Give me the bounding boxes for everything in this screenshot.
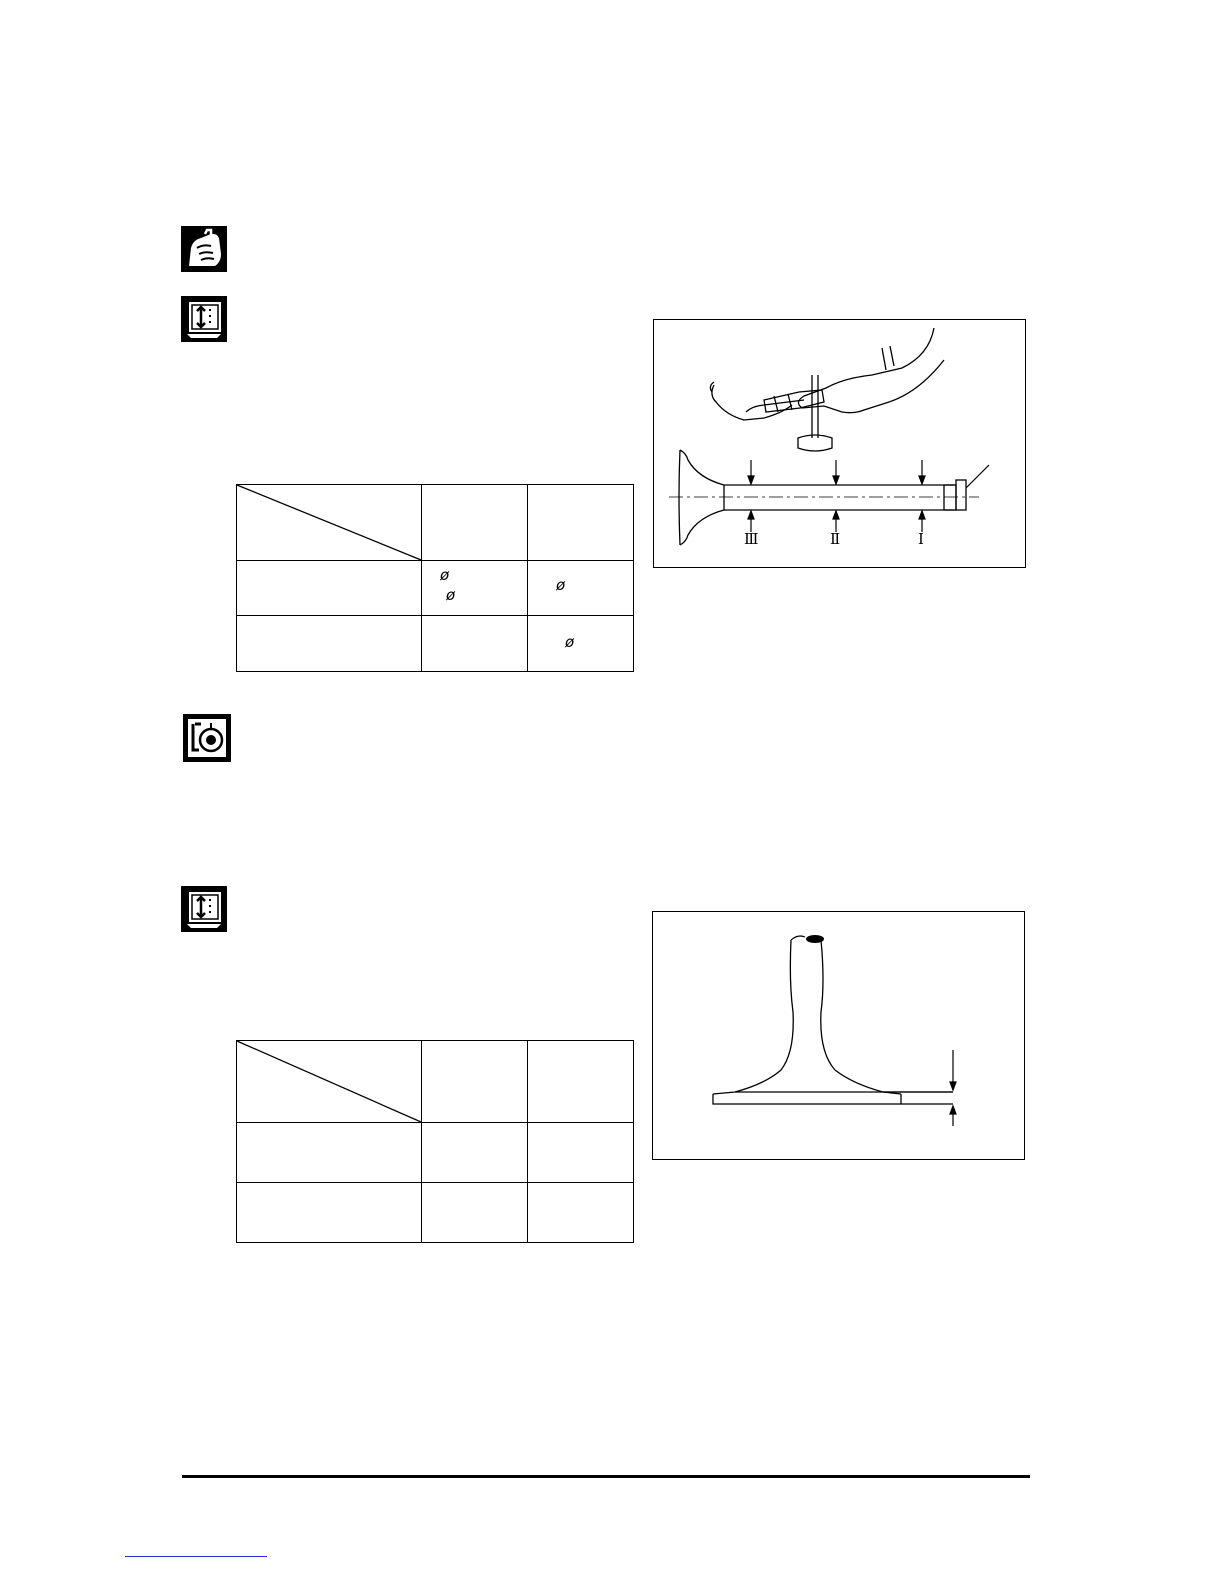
table-cell [422,616,528,672]
table-cell [528,561,634,616]
diameter-symbol: ø [440,566,450,584]
table-cell [528,1183,634,1243]
table-cell [422,561,528,616]
table-row-label [237,1183,422,1243]
service-limit-icon [183,714,231,762]
diameter-symbol: ø [446,586,456,604]
table-corner-cell [237,1041,422,1123]
diagonal-divider [237,485,421,560]
table-corner-cell [237,485,422,561]
table-cell [528,1123,634,1183]
table-row-label [237,1123,422,1183]
table-header-cell [528,485,634,561]
valve-stem-illustration [654,320,1027,569]
measurement-icon [181,886,227,932]
measurement-icon [181,296,227,342]
hand-tool-icon [181,226,227,272]
table-row-label [237,561,422,616]
table-header-cell [422,485,528,561]
table-cell [528,616,634,672]
figure-valve-stem-measurement [653,319,1026,568]
diameter-symbol: ø [556,576,566,594]
position-label: Ⅰ [918,530,924,548]
footer-rule [182,1475,1030,1478]
table-cell [422,1183,528,1243]
figure-valve-head-margin [652,911,1025,1160]
position-label: Ⅲ [744,530,759,548]
position-label: Ⅱ [830,530,841,548]
diagonal-divider [237,1041,421,1122]
table-header-cell [528,1041,634,1123]
valve-head-illustration [653,912,1026,1161]
table-cell [422,1123,528,1183]
table-row-label [237,616,422,672]
spec-table-1 [236,484,634,672]
footer-link-underline[interactable] [125,1556,267,1557]
table-header-cell [422,1041,528,1123]
spec-table-2 [236,1040,634,1243]
diameter-symbol: ø [565,633,575,651]
